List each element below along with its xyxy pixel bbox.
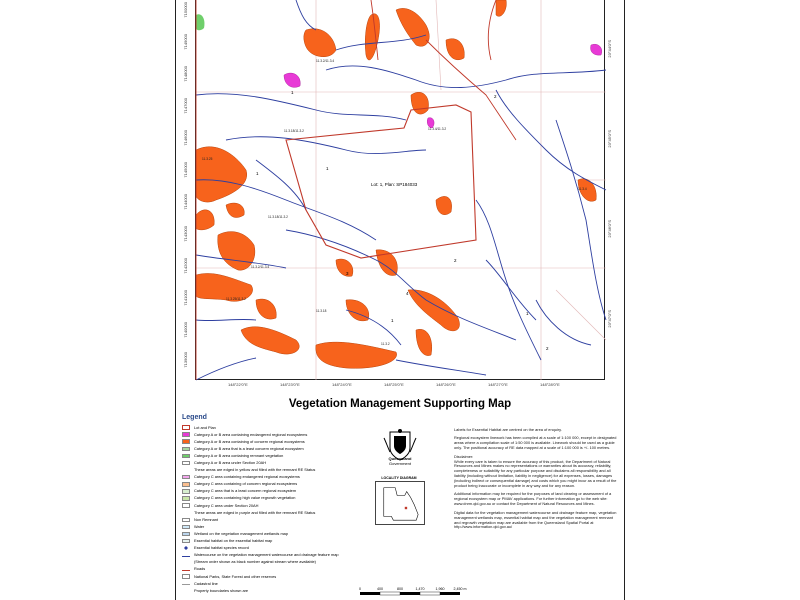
legend-item bbox=[182, 552, 362, 559]
lon-tick: 148°23'0"E bbox=[280, 382, 300, 387]
legend-label: Category C area containing high value regrowth vegetation bbox=[194, 495, 296, 501]
remnant-vegetation bbox=[196, 14, 204, 30]
lat-tick: 7149000 bbox=[183, 34, 188, 50]
legend-label: Category A or B area containing remnant vegetation bbox=[194, 452, 284, 458]
legend-swatch bbox=[182, 447, 190, 452]
scale-tick-label: 0 bbox=[359, 587, 361, 591]
legend-item bbox=[182, 474, 362, 481]
lot-label: Lot: 1, Plan: SP184033 bbox=[371, 182, 418, 187]
svg-text:4: 4 bbox=[406, 291, 409, 296]
scale-tick-label: 1,960 bbox=[435, 587, 445, 591]
legend-label: Roads bbox=[194, 566, 206, 572]
legend-label: Essential habitat on the essential habitat map bbox=[194, 538, 273, 544]
legend-item bbox=[182, 509, 362, 516]
legend-swatch bbox=[182, 574, 190, 579]
scale-tick-label: 400 bbox=[377, 587, 383, 591]
lon-tick: 148°25'0"E bbox=[384, 382, 404, 387]
watercourses bbox=[196, 0, 606, 380]
legend-swatch bbox=[182, 510, 190, 515]
right-lat-tick: 23°44'0"S bbox=[607, 40, 612, 58]
svg-text:3: 3 bbox=[346, 271, 349, 276]
legend-item bbox=[182, 545, 362, 552]
legend-label: Category C area that is a least concern regional ecosystem bbox=[194, 488, 297, 494]
legend-label: Property boundaries shown are bbox=[194, 587, 249, 593]
legend-swatch bbox=[182, 468, 190, 473]
legend-swatch bbox=[182, 554, 190, 557]
legend-item bbox=[182, 495, 362, 502]
scale-tick-label: 2,450 m bbox=[453, 587, 467, 591]
svg-text:2: 2 bbox=[454, 258, 457, 263]
map-frame[interactable] bbox=[195, 0, 605, 380]
lat-tick: 7145000 bbox=[183, 162, 188, 178]
lon-tick: 148°28'0"E bbox=[540, 382, 560, 387]
svg-text:11.3.18/11.3.2: 11.3.18/11.3.2 bbox=[284, 129, 304, 133]
svg-text:11.3.18: 11.3.18 bbox=[316, 309, 327, 313]
legend-item bbox=[182, 523, 362, 530]
svg-text:1: 1 bbox=[256, 171, 259, 176]
legend-item bbox=[182, 445, 362, 452]
legend-label: Watercourse on the vegetation management watercourse and drainage feature map bbox=[194, 552, 339, 558]
legend-swatch bbox=[182, 475, 190, 480]
legend-swatch bbox=[182, 503, 190, 508]
lat-tick: 7147000 bbox=[183, 98, 188, 114]
svg-text:1: 1 bbox=[526, 311, 529, 316]
legend-item bbox=[182, 481, 362, 488]
lat-tick: 7141000 bbox=[183, 290, 188, 306]
right-lat-tick: 23°45'0"S bbox=[607, 130, 612, 148]
legend-label: Lot and Plan bbox=[194, 424, 216, 430]
roads bbox=[196, 0, 516, 380]
legend-label: Category C area containing endangered regional ecosystems bbox=[194, 474, 300, 480]
legend-label: Category A or B area under Section 20AH bbox=[194, 460, 267, 466]
legend-item bbox=[182, 566, 362, 573]
lat-tick: 7150000 bbox=[183, 2, 188, 18]
svg-text:1: 1 bbox=[326, 166, 329, 171]
svg-text:1: 1 bbox=[291, 90, 294, 95]
legend bbox=[182, 424, 362, 594]
locality-marker bbox=[405, 507, 407, 509]
legend-item bbox=[182, 559, 362, 566]
legend-swatch bbox=[182, 546, 190, 551]
legend-item bbox=[182, 431, 362, 438]
legend-swatch bbox=[182, 518, 190, 523]
legend-item bbox=[182, 530, 362, 537]
lat-tick: 7142000 bbox=[183, 258, 188, 274]
lat-tick: 7144000 bbox=[183, 194, 188, 210]
legend-swatch bbox=[182, 568, 190, 571]
legend-swatch bbox=[182, 482, 190, 487]
legend-swatch bbox=[182, 532, 190, 537]
legend-swatch bbox=[182, 454, 190, 459]
legend-label: Category A or B area that is a least concern regional ecosystem bbox=[194, 445, 304, 451]
svg-text:11.3.18/11.3.2: 11.3.18/11.3.2 bbox=[268, 215, 288, 219]
legend-swatch bbox=[182, 496, 190, 501]
locality-title: LOCALITY DIAGRAM bbox=[381, 476, 417, 480]
lat-tick: 7148000 bbox=[183, 66, 188, 82]
legend-item bbox=[182, 459, 362, 466]
crest-text: Queensland Government bbox=[388, 456, 412, 466]
legend-item bbox=[182, 502, 362, 509]
svg-text:2: 2 bbox=[546, 346, 549, 351]
legend-label: Category A or B area containing endangered regional ecosystems bbox=[194, 431, 308, 437]
svg-text:11.3.2/11.3.4: 11.3.2/11.3.4 bbox=[316, 59, 335, 63]
legend-item bbox=[182, 438, 362, 445]
legend-item bbox=[182, 488, 362, 495]
lat-tick: 7140000 bbox=[183, 322, 188, 338]
queensland-crest-icon bbox=[382, 428, 418, 474]
lon-tick: 148°22'0"E bbox=[228, 382, 248, 387]
legend-label: Category C area under Section 20AH bbox=[194, 502, 259, 508]
notes-panel: Labels for Essential Habitat are centred on the area of enquiry. Regional ecosystem linework has been compiled at a scale of 1:100 000, except in designated areas where a compilation scale of 1:50 000 is available. Linework should be used as a guide only. The positional accuracy of RE data mapped at a scale of 1:100 000 is +/- 100 metres. Disclaimer: While every care is taken to ensure the accuracy of this product, the Department of Natural Resources and Mines makes no representations or warranties about its accuracy, reliability, completeness or suitability for any particular purpose and disclaims all responsibility and all liability (including without limitation, liability in negligence) for all expenses, losses, damages (including indirect or consequential damage) and costs which you might incur as a result of the product being inaccurate or incomplete in any way and for any reason. Additional information may be required for the purposes of land clearing or assessment of a regional ecosystem map or PMAV applications. For further information go to the web site: www.dnrm.qld.gov.au or contact the Department of Natural Resources and Mines. Digital data for the vegetation management watercourse and drainage feature map, vegetation management wetlands map, essential habitat map and the vegetation management remnant and regrowth vegetation map are available from the Queensland Spatial Portal at http://www.information.qld.gov.au/ bbox=[454, 427, 617, 530]
legend-item bbox=[182, 452, 362, 459]
legend-label: These areas are edged in yellow and filled with the remnant RE Status bbox=[194, 467, 316, 473]
legend-label: Cadastral line bbox=[194, 580, 218, 586]
legend-swatch bbox=[182, 489, 190, 494]
legend-label: Water bbox=[194, 523, 205, 529]
legend-swatch bbox=[182, 432, 190, 437]
lat-tick: 7143000 bbox=[183, 226, 188, 242]
legend-label: National Parks, State Forest and other reserves bbox=[194, 573, 277, 579]
legend-label: Non Remnant bbox=[194, 516, 219, 522]
legend-swatch bbox=[182, 582, 190, 585]
right-lat-tick: 23°46'0"S bbox=[607, 220, 612, 238]
legend-item bbox=[182, 538, 362, 545]
svg-text:11.3.2/11.3.4: 11.3.2/11.3.4 bbox=[251, 265, 270, 269]
legend-swatch bbox=[182, 425, 190, 430]
legend-swatch bbox=[182, 560, 190, 565]
locality-diagram bbox=[375, 481, 425, 525]
legend-item bbox=[182, 587, 362, 594]
page-title: Vegetation Management Supporting Map bbox=[288, 398, 512, 410]
legend-swatch bbox=[182, 539, 190, 544]
svg-text:11.3.4: 11.3.4 bbox=[578, 187, 587, 191]
legend-swatch bbox=[182, 588, 190, 593]
legend-item bbox=[182, 424, 362, 431]
legend-label: Wetland on the vegetation management wetlands map bbox=[194, 530, 289, 536]
lon-tick: 148°26'0"E bbox=[436, 382, 456, 387]
legend-item bbox=[182, 573, 362, 580]
legend-swatch bbox=[182, 439, 190, 444]
legend-item bbox=[182, 580, 362, 587]
lon-tick: 148°27'0"E bbox=[488, 382, 508, 387]
lat-tick: 7146000 bbox=[183, 130, 188, 146]
legend-label: These areas are edged in purple and filled with the remnant RE Status bbox=[194, 509, 316, 515]
svg-text:1: 1 bbox=[391, 318, 394, 323]
lat-tick: 7139000 bbox=[183, 352, 188, 368]
svg-text:11.3.25/11.3.2: 11.3.25/11.3.2 bbox=[226, 297, 246, 301]
legend-label: Category A or B area containing of concern regional ecosystems bbox=[194, 438, 305, 444]
legend-swatch bbox=[182, 525, 190, 530]
legend-item bbox=[182, 467, 362, 474]
lon-tick: 148°24'0"E bbox=[332, 382, 352, 387]
svg-text:11.3.25: 11.3.25 bbox=[202, 157, 213, 161]
svg-text:2: 2 bbox=[494, 94, 497, 99]
vegetation-map[interactable] bbox=[196, 0, 606, 380]
legend-label: Essential habitat species record bbox=[194, 545, 249, 551]
legend-item bbox=[182, 516, 362, 523]
scale-tick-label: 800 bbox=[397, 587, 403, 591]
legend-label: (Stream order shown as black number against stream where available) bbox=[194, 559, 316, 565]
svg-text:11.3.4/11.3.2: 11.3.4/11.3.2 bbox=[428, 127, 447, 131]
legend-swatch bbox=[182, 461, 190, 466]
legend-heading: Legend bbox=[182, 414, 207, 421]
scale-bar bbox=[355, 583, 465, 599]
legend-label: Category C area containing of concern regional ecosystems bbox=[194, 481, 298, 487]
right-lat-tick: 23°47'0"S bbox=[607, 310, 612, 328]
scale-tick-label: 1,470 bbox=[415, 587, 425, 591]
svg-text:11.3.2: 11.3.2 bbox=[381, 342, 390, 346]
